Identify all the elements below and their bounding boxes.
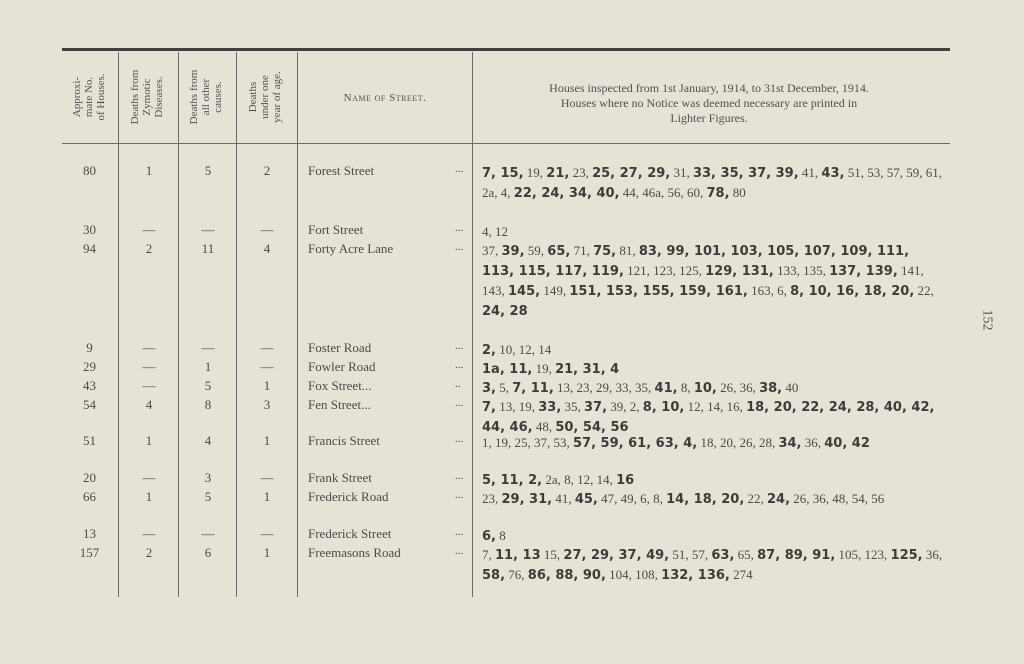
house-numbers — [482, 163, 944, 203]
house-number-inspected: 7, 11, — [512, 381, 554, 396]
column-divider — [178, 52, 179, 597]
house-number-no-notice: 51, 57, — [669, 547, 712, 562]
header-line: Deaths from — [188, 69, 200, 125]
house-number-no-notice: 2a, 8, 12, 14, — [542, 472, 617, 487]
house-number-no-notice: 40 — [782, 380, 799, 395]
house-number-inspected: 45, — [574, 492, 598, 507]
house-number-inspected: 58, — [482, 568, 506, 583]
other-deaths: 11 — [201, 241, 215, 256]
house-number-inspected: 7, — [482, 400, 496, 415]
house-number-no-notice: 13, 23, 29, 33, 35, — [553, 380, 655, 395]
infant-deaths: — — [260, 222, 274, 237]
house-number-inspected: 7, 15, — [482, 166, 524, 181]
infant-deaths: — — [260, 359, 274, 374]
house-number-no-notice: 1, 19, 25, 37, 53, — [482, 435, 573, 450]
other-deaths: 1 — [204, 359, 212, 374]
header-line: Deaths — [247, 81, 259, 113]
top-rule — [62, 48, 950, 51]
infant-deaths: 3 — [263, 397, 271, 412]
house-number-inspected: 33, 35, 37, 39, — [692, 166, 799, 181]
house-number-inspected: 24, 28 — [482, 304, 528, 319]
house-numbers — [482, 526, 944, 546]
houses-count: 20 — [83, 470, 96, 485]
street-column-header: Name of Street. — [343, 92, 427, 104]
leader-dots: ... — [455, 397, 464, 409]
houses-count: 9 — [86, 340, 93, 355]
house-number-no-notice: 36, — [801, 435, 825, 450]
infant-deaths: 1 — [263, 378, 271, 393]
house-number-no-notice: 121, 123, 125, — [623, 263, 706, 278]
street-name: Frank Street — [308, 470, 372, 485]
house-number-no-notice: 13, 19, — [495, 399, 539, 414]
other-deaths: 5 — [204, 163, 212, 178]
house-number-inspected: 18, 20, 22, 24, 28, 40, 42, 44, 46, — [482, 400, 935, 435]
house-numbers — [482, 545, 944, 585]
street-name: Francis Street — [308, 433, 380, 448]
leader-dots: ... — [455, 433, 464, 445]
header-line: year of age. — [271, 71, 283, 123]
house-number-inspected: 16 — [616, 473, 635, 488]
leader-dots: ... — [455, 470, 464, 482]
header-line: Zymotic — [141, 78, 153, 116]
zymotic-deaths: 2 — [145, 241, 153, 256]
house-number-no-notice: 26, 36, — [716, 380, 760, 395]
other-deaths: 3 — [204, 470, 212, 485]
other-deaths: 4 — [204, 433, 212, 448]
leader-dots: ... — [455, 545, 464, 557]
houses-count: 54 — [83, 397, 96, 412]
infant-deaths: 1 — [263, 433, 271, 448]
house-number-no-notice: 48, — [532, 419, 556, 434]
house-number-no-notice: 31, — [670, 165, 693, 180]
house-number-inspected: 83, 99, 101, 103, 105, 107, 109, 111, 113, 115, 117, 119, — [482, 244, 910, 279]
houses-count: 94 — [83, 241, 96, 256]
house-number-no-notice: 80 — [729, 185, 746, 200]
houses-header-line: Houses inspected from 1st January, 1914, to 31st December, 1914. — [549, 81, 869, 95]
house-numbers — [482, 340, 944, 360]
rotated-column-header — [188, 55, 226, 139]
house-number-inspected: 21, — [546, 166, 570, 181]
infant-deaths: — — [260, 470, 274, 485]
street-name: Fox Street... — [308, 378, 372, 393]
rotated-column-header — [129, 55, 167, 139]
house-number-no-notice: 22, — [914, 283, 934, 298]
house-number-inspected: 41, — [654, 381, 678, 396]
house-number-inspected: 37, — [584, 400, 608, 415]
house-numbers — [482, 397, 944, 437]
house-number-no-notice: 19, — [523, 165, 547, 180]
infant-deaths: 2 — [263, 163, 271, 178]
house-number-inspected: 8, 10, — [642, 400, 685, 415]
zymotic-deaths: — — [142, 470, 156, 485]
other-deaths: — — [201, 340, 215, 355]
houses-count: 80 — [83, 163, 96, 178]
houses-count: 43 — [83, 378, 96, 393]
houses-count: 51 — [83, 433, 96, 448]
street-name: Fowler Road — [308, 359, 376, 374]
houses-count: 29 — [83, 359, 96, 374]
other-deaths: — — [201, 222, 215, 237]
other-deaths: 6 — [204, 545, 212, 560]
header-line: of Houses. — [95, 73, 107, 121]
house-number-inspected: 6, — [482, 529, 496, 544]
house-number-no-notice: 5, — [495, 380, 513, 395]
house-number-inspected: 3, — [482, 381, 496, 396]
house-number-no-notice: 81, — [616, 243, 639, 258]
other-deaths: 8 — [204, 397, 212, 412]
house-number-no-notice: 51, 53, 57, 59, 61, 2a, 4, — [482, 165, 942, 200]
house-number-inspected: 87, 89, 91, — [757, 548, 836, 563]
street-name: Foster Road — [308, 340, 372, 355]
house-numbers — [482, 241, 944, 321]
house-numbers — [482, 378, 944, 398]
house-number-inspected: 43, — [821, 166, 845, 181]
house-number-no-notice: 10, 12, 14 — [495, 342, 552, 357]
house-number-inspected: 125, — [890, 548, 923, 563]
page-number: 152 — [979, 309, 995, 331]
house-number-no-notice: 18, 20, 26, 28, — [697, 435, 779, 450]
house-number-inspected: 29, 31, — [501, 492, 553, 507]
column-divider — [118, 52, 119, 597]
street-name: Frederick Street — [308, 526, 392, 541]
house-number-inspected: 137, 139, — [829, 264, 898, 279]
house-number-inspected: 10, — [693, 381, 717, 396]
header-line: under one — [259, 75, 271, 119]
house-number-inspected: 86, 88, 90, — [527, 568, 606, 583]
house-number-no-notice: 35, — [561, 399, 585, 414]
other-deaths: 5 — [204, 489, 212, 504]
street-name: Forty Acre Lane — [308, 241, 394, 256]
house-number-no-notice: 47, 49, 6, 8, — [597, 491, 667, 506]
house-number-inspected: 57, 59, 61, 63, 4, — [573, 436, 698, 451]
leader-dots: ... — [455, 340, 464, 352]
house-number-no-notice: 12, 14, 16, — [684, 399, 747, 414]
house-number-no-notice: 44, 46a, 56, 60, — [619, 185, 707, 200]
infant-deaths: 1 — [263, 489, 271, 504]
house-number-inspected: 39, — [501, 244, 525, 259]
house-numbers — [482, 433, 944, 453]
header-line: all other — [200, 78, 212, 116]
leader-dots: ... — [455, 163, 464, 175]
header-rule — [62, 143, 950, 144]
other-deaths: — — [201, 526, 215, 541]
house-number-no-notice: 149, — [540, 283, 570, 298]
house-number-no-notice: 41, — [798, 165, 822, 180]
infant-deaths: 1 — [263, 545, 271, 560]
column-divider — [297, 52, 298, 597]
houses-header-line: Houses where no Notice was deemed necessary are printed in — [560, 96, 858, 110]
house-numbers — [482, 470, 944, 490]
header-line: Diseases. — [153, 76, 165, 118]
house-number-inspected: 27, 29, 37, 49, — [563, 548, 670, 563]
house-number-no-notice: 8 — [495, 528, 506, 543]
house-number-inspected: 132, 136, — [661, 568, 730, 583]
house-number-no-notice: 8, — [677, 380, 694, 395]
zymotic-deaths: — — [142, 526, 156, 541]
house-number-no-notice: 26, 36, 48, 54, 56 — [790, 491, 885, 506]
house-number-inspected: 78, — [706, 186, 730, 201]
leader-dots: ... — [455, 489, 464, 501]
street-name: Forest Street — [308, 163, 375, 178]
zymotic-deaths: — — [142, 378, 156, 393]
leader-dots: ... — [455, 526, 464, 538]
houses-column-header — [478, 81, 940, 126]
house-number-no-notice: 133, 135, — [773, 263, 830, 278]
house-numbers — [482, 222, 944, 241]
house-number-no-notice: 4, 12 — [482, 224, 508, 239]
header-line: causes. — [212, 81, 224, 113]
house-number-inspected: 34, — [778, 436, 802, 451]
house-number-no-notice: 22, — [744, 491, 768, 506]
houses-count: 157 — [79, 545, 100, 560]
house-number-no-notice: 23, — [482, 491, 502, 506]
infant-deaths: — — [260, 526, 274, 541]
zymotic-deaths: — — [142, 359, 156, 374]
leader-dots: ... — [455, 359, 464, 371]
house-number-no-notice: 15, — [540, 547, 564, 562]
house-number-no-notice: 36, — [922, 547, 943, 562]
leader-dots: ... — [455, 241, 464, 253]
house-number-inspected: 40, 42 — [824, 436, 870, 451]
house-number-inspected: 63, — [711, 548, 735, 563]
leader-dots: .. — [455, 378, 461, 390]
zymotic-deaths: — — [142, 222, 156, 237]
house-number-inspected: 38, — [759, 381, 783, 396]
zymotic-deaths: 1 — [145, 489, 153, 504]
house-numbers — [482, 489, 944, 509]
house-number-no-notice: 105, 123, — [835, 547, 891, 562]
house-number-inspected: 25, 27, 29, — [592, 166, 671, 181]
house-number-no-notice: 71, — [570, 243, 594, 258]
house-number-inspected: 8, 10, 16, 18, 20, — [790, 284, 915, 299]
street-name: Frederick Road — [308, 489, 389, 504]
houses-count: 13 — [83, 526, 96, 541]
column-divider — [236, 52, 237, 597]
house-number-inspected: 33, — [538, 400, 562, 415]
house-number-inspected: 75, — [593, 244, 617, 259]
house-number-inspected: 50, 54, 56 — [555, 420, 629, 435]
other-deaths: 5 — [204, 378, 212, 393]
house-number-no-notice: 23, — [569, 165, 593, 180]
house-number-no-notice: 37, — [482, 243, 502, 258]
house-number-inspected: 22, 24, 34, 40, — [513, 186, 620, 201]
houses-count: 30 — [83, 222, 96, 237]
house-number-inspected: 21, 31, 4 — [555, 362, 620, 377]
infant-deaths: — — [260, 340, 274, 355]
house-number-no-notice: 7, — [482, 547, 495, 562]
house-number-inspected: 2, — [482, 343, 496, 358]
zymotic-deaths: 2 — [145, 545, 153, 560]
house-number-no-notice: 141, 143, — [482, 263, 924, 298]
house-number-no-notice: 163, 6, — [747, 283, 791, 298]
zymotic-deaths: 4 — [145, 397, 153, 412]
houses-count: 66 — [83, 489, 96, 504]
house-number-no-notice: 59, — [524, 243, 548, 258]
zymotic-deaths: 1 — [145, 433, 153, 448]
houses-header-line: Lighter Figures. — [670, 111, 748, 125]
house-number-no-notice: 39, 2, — [607, 399, 643, 414]
leader-dots: ... — [455, 222, 464, 234]
rotated-column-header — [71, 55, 109, 139]
zymotic-deaths: 1 — [145, 163, 153, 178]
house-number-no-notice: 19, — [532, 361, 556, 376]
house-number-inspected: 151, 153, 155, 159, 161, — [569, 284, 748, 299]
house-number-inspected: 145, — [508, 284, 541, 299]
house-number-no-notice: 76, — [505, 567, 528, 582]
house-number-no-notice: 41, — [552, 491, 575, 506]
street-name: Fen Street... — [308, 397, 371, 412]
house-number-inspected: 14, 18, 20, — [666, 492, 745, 507]
street-name: Fort Street — [308, 222, 364, 237]
infant-deaths: 4 — [263, 241, 271, 256]
rotated-column-header — [247, 55, 285, 139]
house-number-inspected: 24, — [767, 492, 791, 507]
header-line: Approxi- — [71, 76, 83, 118]
header-line: Deaths from — [129, 69, 141, 125]
house-number-inspected: 1a, 11, — [482, 362, 533, 377]
house-number-no-notice: 104, 108, — [605, 567, 662, 582]
column-divider — [472, 52, 473, 597]
house-number-no-notice: 274 — [729, 567, 753, 582]
zymotic-deaths: — — [142, 340, 156, 355]
house-numbers — [482, 359, 944, 379]
street-name: Freemasons Road — [308, 545, 401, 560]
house-number-inspected: 65, — [547, 244, 571, 259]
header-line: mate No. — [83, 76, 95, 118]
house-number-no-notice: 65, — [734, 547, 758, 562]
house-number-inspected: 129, 131, — [705, 264, 774, 279]
house-number-inspected: 5, 11, 2, — [482, 473, 543, 488]
house-number-inspected: 11, 13 — [495, 548, 541, 563]
